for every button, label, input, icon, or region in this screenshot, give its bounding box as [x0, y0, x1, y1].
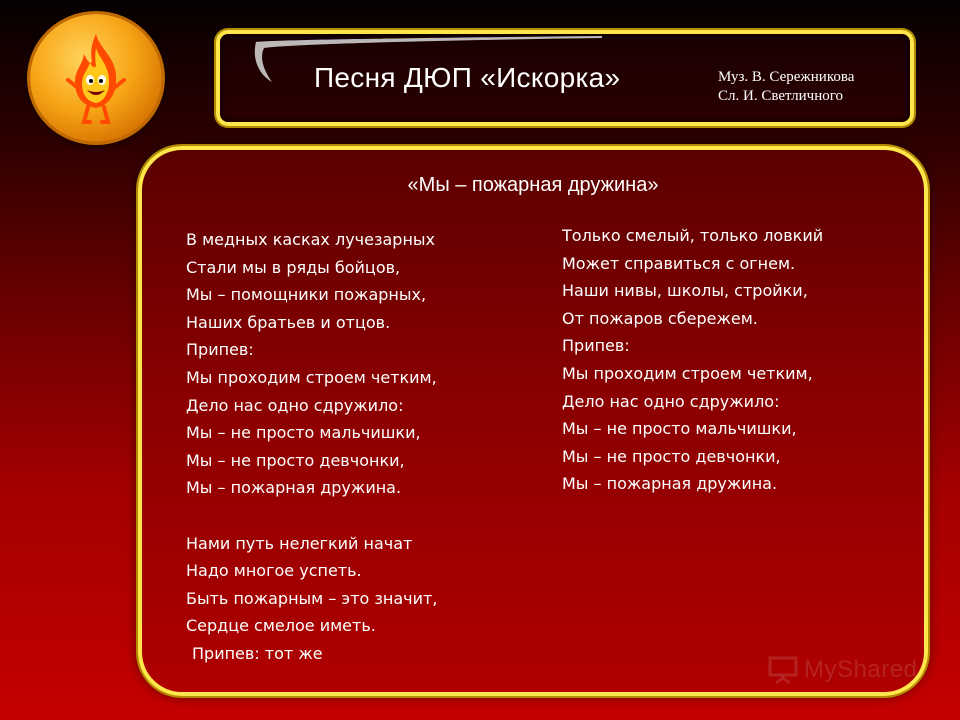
flame-mascot-icon	[60, 32, 132, 126]
lyrics-panel	[138, 146, 928, 696]
watermark	[768, 656, 917, 684]
lyric-line: Мы – пожарная дружина.	[186, 478, 402, 498]
lyric-line: Припев: тот же	[192, 643, 323, 663]
lyric-line: Мы – помощники пожарных,	[186, 285, 427, 305]
stanza-gap	[186, 502, 437, 530]
lyric-line: Мы – не просто мальчишки,	[562, 419, 797, 439]
lyric-line: Мы проходим строем четким,	[186, 367, 437, 387]
lyric-line: От пожаров сбережем.	[562, 308, 758, 328]
lyric-line: Стали мы в ряды бойцов,	[186, 257, 401, 277]
composer-credit: Муз. В. Сережникова	[718, 69, 855, 85]
lyric-line: Быть пожарным – это значит,	[186, 588, 438, 608]
presentation-icon	[768, 656, 798, 684]
song-title: «Мы – пожарная дружина»	[407, 174, 659, 196]
lyric-line: Припев:	[562, 336, 630, 356]
song-credits	[718, 68, 854, 106]
watermark-text: MyShared	[804, 656, 918, 683]
title-banner	[216, 30, 914, 126]
lyric-line: Наших братьев и отцов.	[186, 312, 391, 332]
page-title: Песня ДЮП «Искорка»	[314, 62, 621, 93]
lyrics-right-column	[562, 222, 823, 498]
lyricist-credit: Сл. И. Светличного	[718, 88, 844, 104]
lyric-line: Нами путь нелегкий начат	[186, 533, 413, 553]
lyric-line: Надо многое успеть.	[186, 561, 362, 581]
lyric-line: Мы – не просто девчонки,	[186, 450, 405, 470]
lyric-line: Мы – не просто мальчишки,	[186, 423, 421, 443]
lyric-line: Только смелый, только ловкий	[562, 226, 824, 245]
logo-badge	[30, 14, 162, 142]
lyric-line: Дело нас одно сдружило:	[562, 391, 780, 411]
lyric-line: Припев:	[186, 340, 254, 360]
lyric-line: Мы – пожарная дружина.	[562, 474, 778, 494]
lyric-line: Может справиться с огнем.	[562, 253, 796, 273]
lyric-line: Мы – не просто девчонки,	[562, 446, 781, 466]
lyric-line: Наши нивы, школы, стройки,	[562, 281, 808, 301]
lyrics-left-column	[186, 226, 437, 668]
lyric-line: В медных касках лучезарных	[186, 230, 435, 249]
lyric-line: Сердце смелое иметь.	[186, 616, 376, 636]
lyric-line: Мы проходим строем четким,	[562, 363, 813, 383]
lyric-line: Дело нас одно сдружило:	[186, 395, 404, 415]
